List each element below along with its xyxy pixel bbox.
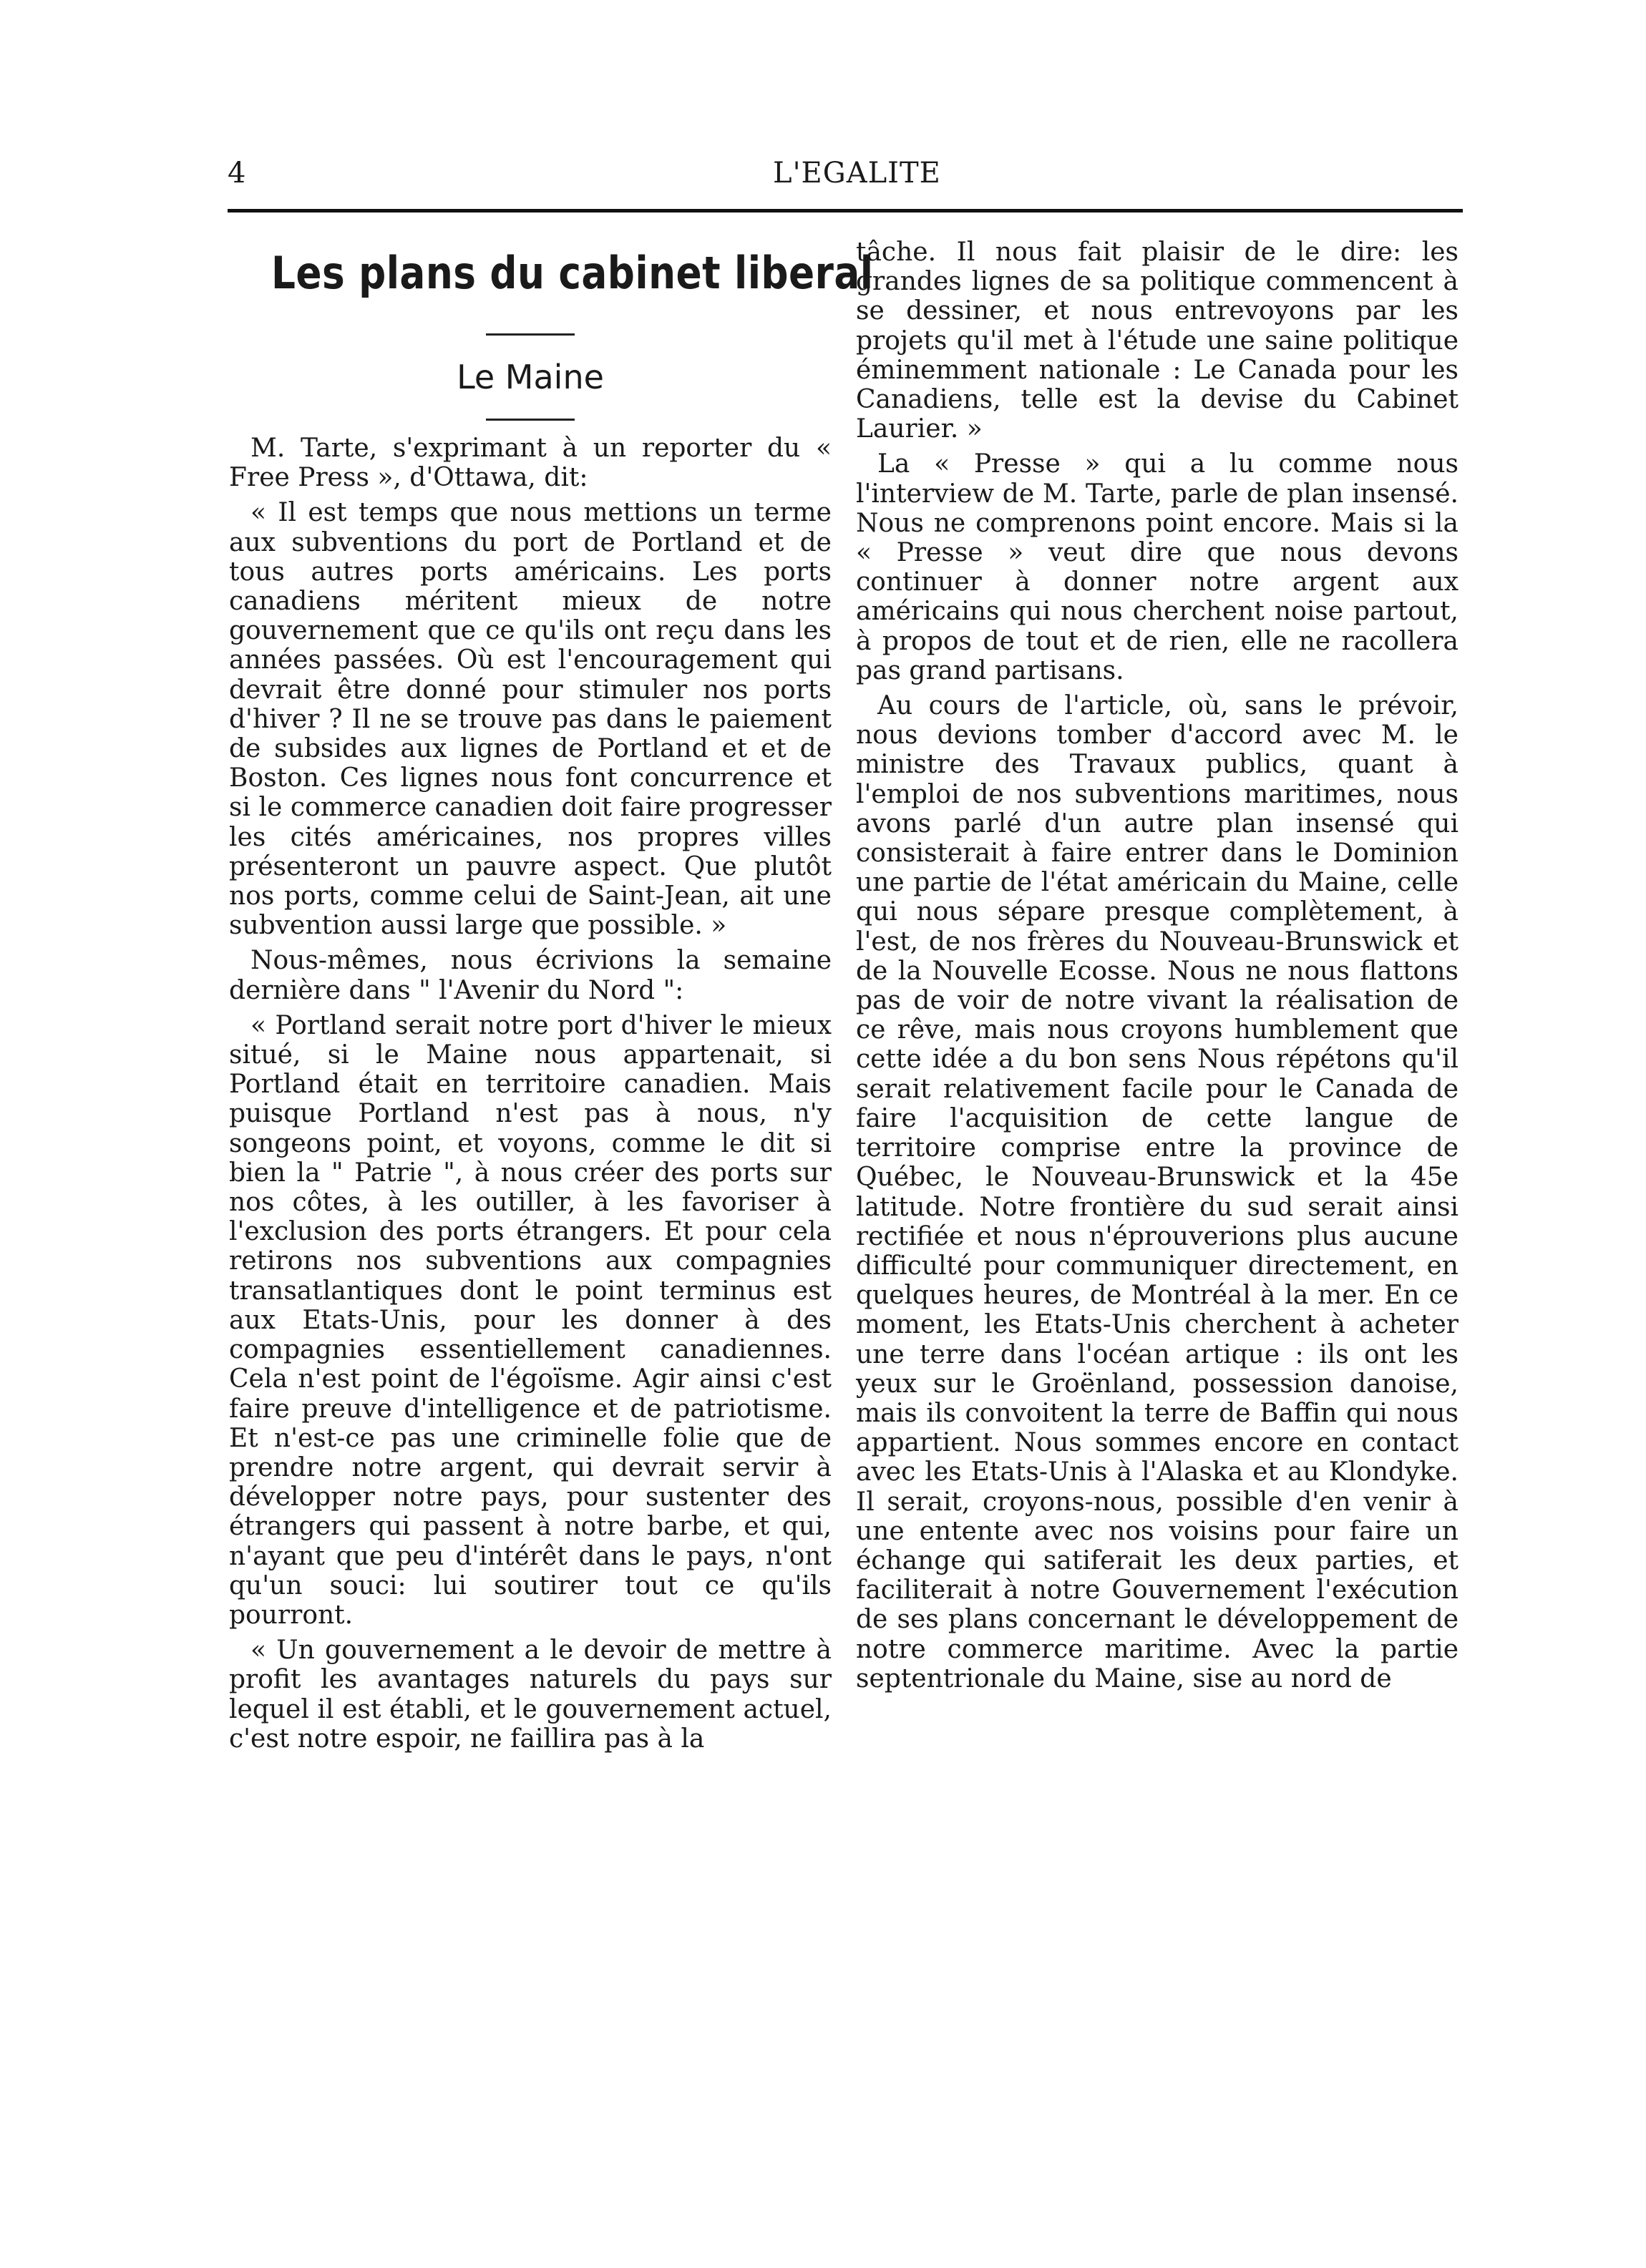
left-column [229, 236, 874, 1754]
paragraph: « Il est temps que nous mettions un terme aux subventions du port de Portland et de tous autres ports américains. Les ports canadiens méritent mieux de notre gouvernement que ce qu'ils ont reçu dans les années passées. Où est l'encouragement qui devrait être donné pour stimuler nos ports d'hiver ? Il ne se trouve pas dans le paiement de subsides aux lignes de Portland et et de Boston. Ces lignes nous font concurrence et si le commerce canadien doit faire progresser les cités américaines, nos propres villes présenteront un pauvre aspect. Que plutôt nos ports, comme celui de Saint-Jean, ait une subvention aussi large que possible. » [229, 498, 832, 941]
paragraph: « Un gouvernement a le devoir de mettre à profit les avantages naturels du pays sur lequel il est établi, et le gouvernement actuel, c'est notre espoir, ne faillira pas à la [229, 1636, 832, 1754]
paragraph: La « Presse » qui a lu comme nous l'interview de M. Tarte, parle de plan insensé. Nous ne comprenons point encore. Mais si la « Presse » veut dire que nous devons continuer à donner notre argent aux américains qui nous cherchent noise partout, à propos de tout et de rien, elle ne racollera pas grand partisans. [856, 449, 1458, 685]
paragraph: Au cours de l'article, où, sans le prévoir, nous devions tomber d'accord avec M. le ministre des Travaux publics, quant à l'emploi de nos subventions maritimes, nous avons parlé d'un autre plan insensé qui consisterait à faire entrer dans le Dominion une partie de l'état américain du Maine, celle qui nous sépare presque complètement, à l'est, de nos frères du Nouveau-Brunswick et de la Nouvelle Ecosse. Nous ne nous flattons pas de voir de notre vivant la réalisation de ce rêve, mais nous croyons humblement que cette idée a du bon sens Nous répétons qu'il serait relativement facile pour le Canada de faire l'acquisition de cette langue de territoire comprise entre la province de Québec, le Nouveau-Brunswick et la 45e latitude. Notre frontière du sud serait ainsi rectifiée et nous n'éprouverions plus aucune difficulté pour communiquer directement, en quelques heures, de Montréal à la mer. En ce moment, les Etats-Unis cherchent à acheter une terre dans l'océan artique : ils ont les yeux sur le Groënland, possession danoise, mais ils convoitent la terre de Baffin qui nous appartient. Nous sommes encore en contact avec les Etats-Unis à l'Alaska et au Klondyke. Il serait, croyons-nous, possible d'en venir à une entente avec nos voisins pour faire un échange qui satiferait les deux parties, et faciliterait à notre Gouvernement l'exécution de ses plans concernant le développement de notre commerce maritime. Avec la partie septentrionale du Maine, sise au nord de [856, 691, 1458, 1693]
section-divider-bottom [486, 419, 575, 421]
header-rule [228, 209, 1463, 212]
section-divider-top [486, 333, 575, 336]
paragraph: Nous-mêmes, nous écrivions la semaine dernière dans " l'Avenir du Nord ": [229, 946, 832, 1005]
paragraph: « Portland serait notre port d'hiver le mieux situé, si le Maine nous appartenait, si Portland était en territoire canadien. Mais puisque Portland n'est pas à nous, n'y songeons point, et voyons, comme le dit si bien la " Patrie ", à nous créer des ports sur nos côtes, à les outiller, à les favoriser à l'exclusion des ports étrangers. Et pour cela retirons nos subventions aux compagnies transatlantiques dont le point terminus est aux Etats-Unis, pour les donner à des compagnies essentiellement canadiennes. Cela n'est point de l'égoïsme. Agir ainsi c'est faire preuve d'intelligence et de patriotisme. Et n'est-ce pas une criminelle folie que de prendre notre argent, qui devrait servir à développer notre pays, pour sustenter des étrangers qui passent à notre barbe, et qui, n'ayant que peu d'intérêt dans le pays, n'ont qu'un souci: lui soutirer tout ce qu'ils pourront. [229, 1010, 832, 1630]
paragraph: M. Tarte, s'exprimant à un reporter du « Free Press », d'Ottawa, dit: [229, 434, 832, 493]
journal-title: L'EGALITE [773, 157, 941, 190]
right-column [856, 238, 1458, 1693]
paragraph: tâche. Il nous fait plaisir de le dire: les grandes lignes de sa politique commencent à se dessiner, et nous entrevoyons par les projets qu'il met à l'étude une saine politique éminemment nationale : Le Canada pour les Canadiens, telle est la devise du Cabinet Laurier. » [856, 238, 1458, 444]
article-subheading: Le Maine [457, 358, 604, 396]
article-headline: Les plans du cabinet liberal [271, 247, 874, 299]
page-number: 4 [228, 157, 246, 190]
